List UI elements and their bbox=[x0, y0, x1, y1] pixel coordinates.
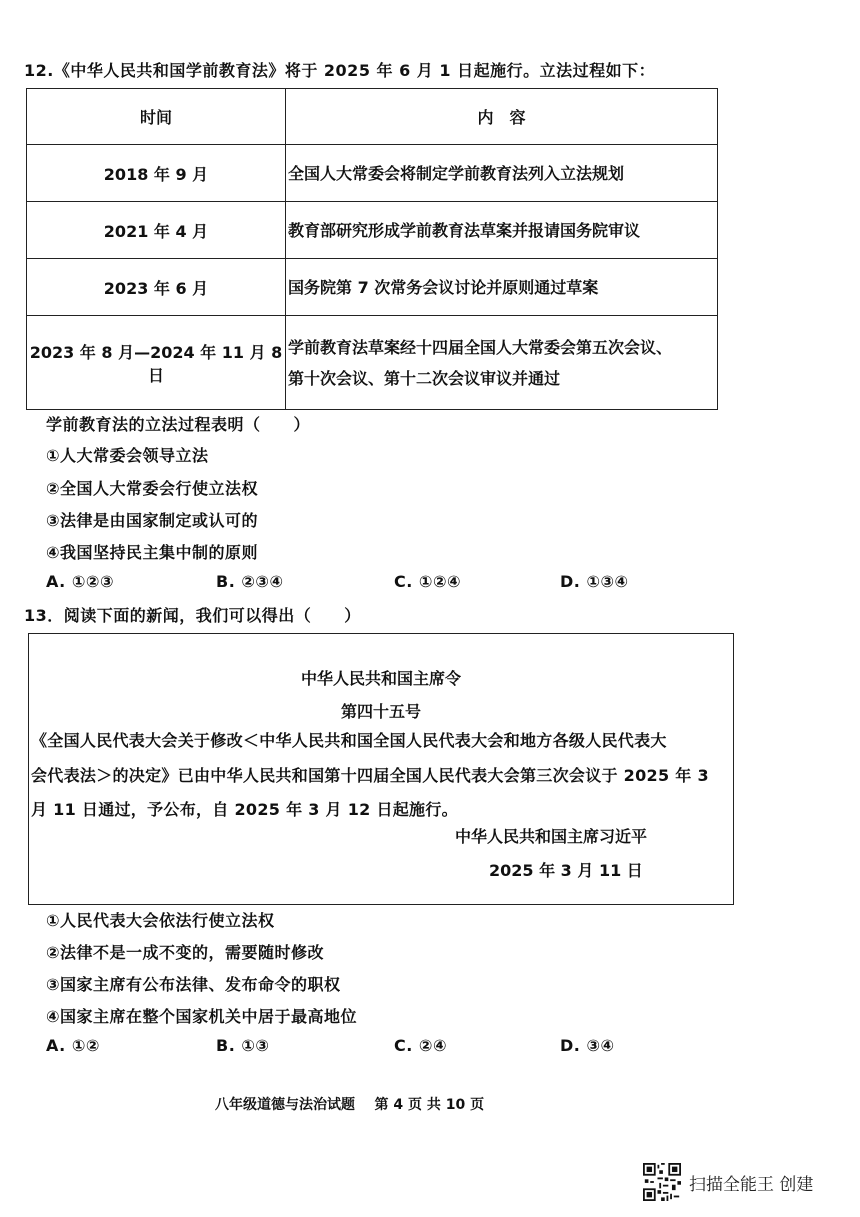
statement: ①人民代表大会依法行使立法权 bbox=[46, 911, 275, 930]
order-signer: 中华人民共和国主席习近平 bbox=[455, 827, 648, 846]
header-content: 内 容 bbox=[286, 89, 718, 145]
order-body-line: 《全国人民代表大会关于修改＜中华人民共和国全国人民代表大会和地方各级人民代表大 bbox=[31, 731, 667, 750]
order-body bbox=[31, 724, 731, 828]
order-number: 第四十五号 bbox=[340, 702, 421, 721]
option-value: ①② bbox=[71, 1036, 100, 1055]
row-time: 2018 年 9 月 bbox=[27, 145, 286, 202]
option-letter: D. bbox=[560, 1036, 581, 1055]
row-time: 2023 年 8 月—2024 年 11 月 8 日 bbox=[27, 316, 286, 410]
option-letter: B. bbox=[216, 1036, 236, 1055]
option-letter: C. bbox=[394, 572, 413, 591]
order-title: 中华人民共和国主席令 bbox=[300, 669, 461, 688]
option-a[interactable] bbox=[46, 572, 114, 591]
statement: ③国家主席有公布法律、发布命令的职权 bbox=[46, 975, 341, 994]
page-footer bbox=[215, 1094, 484, 1114]
row-time: 2021 年 4 月 bbox=[27, 202, 286, 259]
option-value: ①③ bbox=[241, 1036, 270, 1055]
statement: ①人大常委会领导立法 bbox=[46, 446, 209, 465]
option-d[interactable] bbox=[560, 1036, 615, 1055]
option-letter: D. bbox=[560, 572, 581, 591]
statement: ④国家主席在整个国家机关中居于最高地位 bbox=[46, 1007, 358, 1026]
table-row bbox=[27, 259, 718, 316]
option-value: ①②③ bbox=[71, 572, 114, 591]
statement: ④我国坚持民主集中制的原则 bbox=[46, 543, 259, 562]
option-value: ①③④ bbox=[586, 572, 629, 591]
option-b[interactable] bbox=[216, 1036, 269, 1055]
scanner-watermark bbox=[643, 1163, 813, 1201]
option-letter: A. bbox=[46, 572, 66, 591]
option-value: ①②④ bbox=[418, 572, 462, 591]
option-c[interactable] bbox=[394, 1036, 447, 1055]
legislation-timeline-table bbox=[26, 88, 718, 410]
header-time: 时间 bbox=[27, 89, 286, 145]
question-12-prompt: 学前教育法的立法过程表明（ ） bbox=[46, 415, 311, 434]
option-a[interactable] bbox=[46, 1036, 100, 1055]
question-12-stem: 12.《中华人民共和国学前教育法》将于 2025 年 6 月 1 日起施行。立法过程如下： bbox=[24, 61, 656, 80]
statement: ②全国人大常委会行使立法权 bbox=[46, 479, 259, 498]
row-time: 2023 年 6 月 bbox=[27, 259, 286, 316]
option-letter: B. bbox=[216, 572, 236, 591]
order-date: 2025 年 3 月 11 日 bbox=[489, 861, 643, 880]
option-d[interactable] bbox=[560, 572, 629, 591]
presidential-order-box bbox=[28, 633, 734, 905]
footer-page-number: 第 4 页 共 10 页 bbox=[374, 1097, 485, 1113]
statement: ③法律是由国家制定或认可的 bbox=[46, 511, 259, 530]
watermark-text: 扫描全能王 创建 bbox=[689, 1174, 814, 1195]
option-letter: C. bbox=[394, 1036, 413, 1055]
row-content bbox=[286, 316, 718, 410]
row-content-line: 学前教育法草案经十四届全国人大常委会第五次会议、 bbox=[288, 337, 673, 357]
question-13-stem: 13．阅读下面的新闻，我们可以得出（ ） bbox=[24, 606, 361, 625]
table-row bbox=[27, 145, 718, 202]
option-b[interactable] bbox=[216, 572, 284, 591]
option-value: ②④ bbox=[418, 1036, 447, 1055]
row-content: 国务院第 7 次常务会议讨论并原则通过草案 bbox=[286, 259, 718, 316]
option-value: ②③④ bbox=[241, 572, 284, 591]
row-content: 教育部研究形成学前教育法草案并报请国务院审议 bbox=[286, 202, 718, 259]
order-body-line: 会代表法＞的决定》已由中华人民共和国第十四届全国人民代表大会第三次会议于 2025 年 3 bbox=[31, 765, 709, 785]
footer-subject: 八年级道德与法治试题 bbox=[215, 1097, 355, 1113]
option-letter: A. bbox=[46, 1036, 66, 1055]
statement: ②法律不是一成不变的，需要随时修改 bbox=[46, 943, 325, 962]
row-content-line: 第十次会议、第十二次会议审议并通过 bbox=[288, 368, 561, 388]
qr-code-icon bbox=[643, 1163, 681, 1201]
row-content: 全国人大常委会将制定学前教育法列入立法规划 bbox=[286, 145, 718, 202]
table-header-row bbox=[27, 89, 718, 145]
option-c[interactable] bbox=[394, 572, 461, 591]
table-row bbox=[27, 202, 718, 259]
table-row bbox=[27, 316, 718, 410]
option-value: ③④ bbox=[586, 1036, 615, 1055]
order-body-line: 月 11 日通过，予公布，自 2025 年 3 月 12 日起施行。 bbox=[31, 800, 458, 819]
